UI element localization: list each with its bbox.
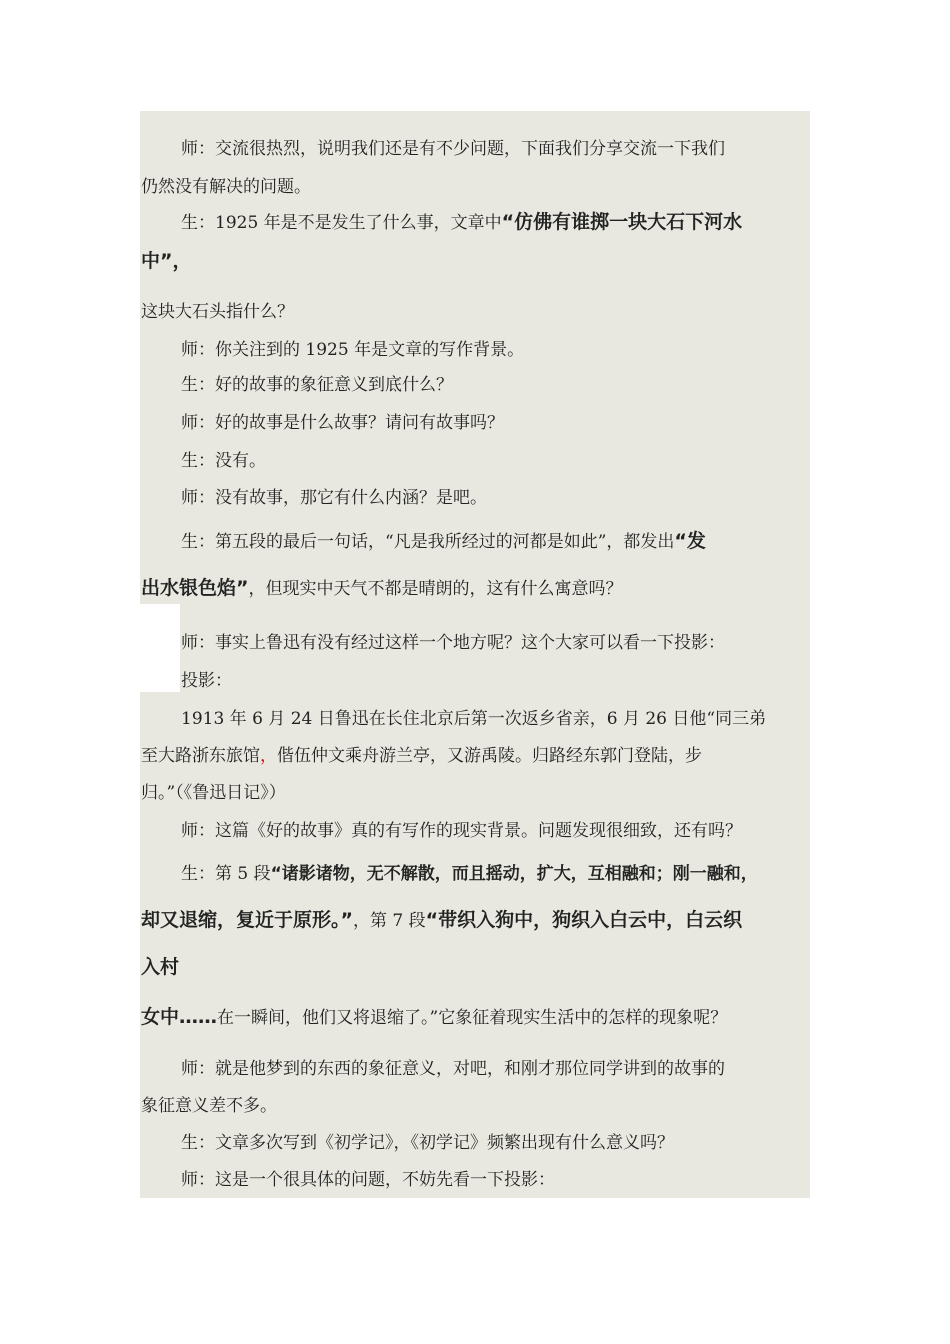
line-text: 在一瞬间，他们又将退缩了。”它象征着现实生活中的怎样的现象呢？ <box>217 1008 728 1028</box>
paragraph-line <box>141 1005 809 1030</box>
page-gap <box>140 604 180 692</box>
quote-text: 中”， <box>141 250 192 272</box>
paragraph-line: 生：好的故事的象征意义到底什么？ <box>181 375 453 395</box>
red-comma: ， <box>260 746 277 766</box>
paragraph-line <box>141 908 809 933</box>
quote-text: “带织入狗中，狗织入白云中，白云织 <box>425 909 743 931</box>
paragraph-line: 象征意义差不多。 <box>141 1096 277 1116</box>
quote-text: “发 <box>674 530 706 552</box>
quote-text: 出水银色焰” <box>141 577 249 599</box>
paragraph-line: 师：就是他梦到的东西的象征意义，对吧，和刚才那位同学讲到的故事的 <box>181 1059 725 1079</box>
quote-text: 入村 <box>141 956 180 978</box>
line-text: ，第 7 段 <box>353 911 426 931</box>
paragraph-line: 师：没有故事，那它有什么内涵？是吧。 <box>181 488 487 508</box>
line-text: 至大路浙东旅馆 <box>141 746 260 766</box>
quote-text: “仿佛有谁掷一块大石下河水 <box>501 211 743 233</box>
paragraph-line: 归。”（《鲁迅日记》） <box>141 783 286 803</box>
paragraph-line <box>181 529 809 554</box>
quote-text: “诸影诸物，无不解散，而且摇动，扩大，互相融和；刚一融和， <box>270 864 758 884</box>
paragraph-line: 师：好的故事是什么故事？请问有故事吗？ <box>181 413 504 433</box>
paragraph-line: 投影： <box>181 671 232 691</box>
paragraph-line <box>181 862 809 886</box>
paragraph-line <box>141 576 809 601</box>
paragraph-line: 仍然没有解决的问题。 <box>141 177 311 197</box>
paragraph-line: 生：没有。 <box>181 451 266 471</box>
paragraph-line <box>181 210 809 235</box>
line-text: 生：第五段的最后一句话，“凡是我所经过的河都是如此”，都发出 <box>181 532 675 552</box>
paragraph-line: 师：你关注到的 1925 年是文章的写作背景。 <box>181 340 525 360</box>
quote-text: 却又退缩，复近于原形。” <box>141 909 353 931</box>
line-text: ，但现实中天气不都是晴朗的，这有什么寓意吗？ <box>248 579 623 599</box>
paragraph-line: 1913 年 6 月 24 日鲁迅在长住北京后第一次返乡省亲，6 月 26 日他“同三弟 <box>181 709 767 729</box>
line-text: 偕伍仲文乘舟游兰亭，又游禹陵。归路经东郭门登陆，步 <box>277 746 702 766</box>
paragraph-line: 师：交流很热烈，说明我们还是有不少问题，下面我们分享交流一下我们 <box>181 139 725 159</box>
quote-text: 女中…… <box>141 1006 218 1028</box>
paragraph-line <box>141 744 809 768</box>
paragraph-line: 生：文章多次写到《初学记》，《初学记》频繁出现有什么意义吗？ <box>181 1133 674 1153</box>
paragraph-line: 师：事实上鲁迅有没有经过这样一个地方呢？这个大家可以看一下投影： <box>181 633 725 653</box>
paragraph-line: 师：这是一个很具体的问题，不妨先看一下投影： <box>181 1170 555 1190</box>
paragraph-line: 师：这篇《好的故事》真的有写作的现实背景。问题发现很细致，还有吗？ <box>181 821 742 841</box>
line-text: 生：第 5 段 <box>181 864 271 884</box>
paragraph-line: 这块大石头指什么？ <box>141 302 294 322</box>
line-text: 生：1925 年是不是发生了什么事，文章中 <box>181 213 502 233</box>
